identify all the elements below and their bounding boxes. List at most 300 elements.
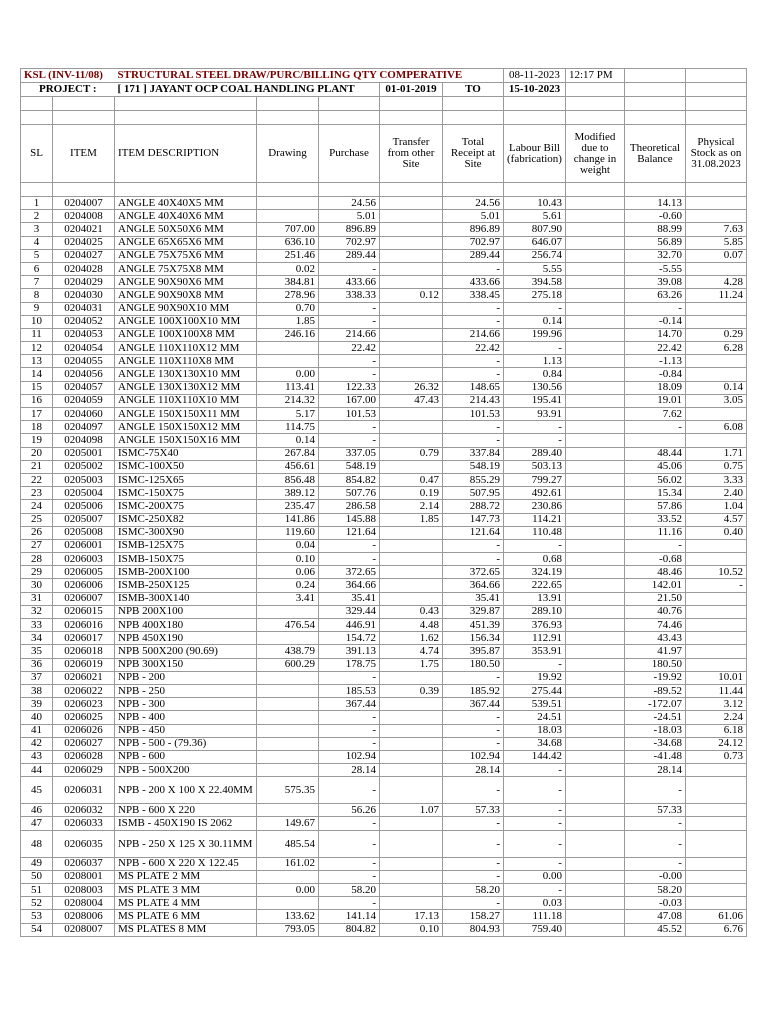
- cell-transfer: [380, 197, 443, 210]
- cell-item-code: 0204025: [53, 236, 115, 249]
- cell-drawing: 113.41: [257, 381, 319, 394]
- cell-drawing: [257, 764, 319, 777]
- cell-labour-bill: -: [504, 884, 566, 897]
- table-row: [21, 724, 747, 737]
- cell-drawing: 856.48: [257, 473, 319, 486]
- cell-item-code: 0208001: [53, 870, 115, 883]
- cell-sl: 9: [21, 302, 53, 315]
- cell-purchase: 367.44: [319, 698, 380, 711]
- table-row: [21, 355, 747, 368]
- cell-purchase: -: [319, 671, 380, 684]
- cell-purchase: 446.91: [319, 619, 380, 632]
- cell-description: ANGLE 130X130X12 MM: [115, 381, 257, 394]
- cell-sl: 50: [21, 870, 53, 883]
- cell-drawing: [257, 897, 319, 910]
- cell-labour-bill: -: [504, 804, 566, 817]
- table-row: [21, 526, 747, 539]
- cell-modified: [565, 684, 624, 697]
- cell-drawing: 0.10: [257, 553, 319, 566]
- cell-sl: 16: [21, 394, 53, 407]
- cell-labour-bill: 646.07: [504, 236, 566, 249]
- cell-modified: [565, 381, 624, 394]
- cell-purchase: 5.01: [319, 210, 380, 223]
- cell-modified: [565, 579, 624, 592]
- cell-transfer: [380, 737, 443, 750]
- cell-drawing: 0.70: [257, 302, 319, 315]
- cell-purchase: 364.66: [319, 579, 380, 592]
- cell-description: ANGLE 40X40X6 MM: [115, 210, 257, 223]
- cell-description: NPB 500X200 (90.69): [115, 645, 257, 658]
- table-row: [21, 579, 747, 592]
- cell-labour-bill: 195.41: [504, 394, 566, 407]
- table-row: [21, 658, 747, 671]
- cell-drawing: 3.41: [257, 592, 319, 605]
- cell-labour-bill: 759.40: [504, 923, 566, 936]
- cell-total-receipt: 896.89: [443, 223, 504, 236]
- cell-transfer: 0.43: [380, 605, 443, 618]
- cell-labour-bill: 275.44: [504, 684, 566, 697]
- cell-physical-stock: [685, 539, 746, 552]
- print-time: 12:17 PM: [565, 69, 624, 83]
- cell-sl: 3: [21, 223, 53, 236]
- table-row: [21, 434, 747, 447]
- cell-total-receipt: -: [443, 355, 504, 368]
- cell-theoretical-balance: 21.50: [624, 592, 685, 605]
- cell-modified: [565, 750, 624, 763]
- cell-sl: 37: [21, 671, 53, 684]
- cell-description: NPB - 600 X 220: [115, 804, 257, 817]
- cell-total-receipt: 180.50: [443, 658, 504, 671]
- cell-purchase: 854.82: [319, 473, 380, 486]
- cell-physical-stock: [685, 210, 746, 223]
- cell-total-receipt: -: [443, 315, 504, 328]
- cell-labour-bill: 0.03: [504, 897, 566, 910]
- cell-modified: [565, 315, 624, 328]
- cell-physical-stock: [685, 658, 746, 671]
- cell-sl: 49: [21, 857, 53, 870]
- table-row: [21, 513, 747, 526]
- table-row: [21, 302, 747, 315]
- cell-drawing: 161.02: [257, 857, 319, 870]
- cell-sl: 21: [21, 460, 53, 473]
- cell-sl: 35: [21, 645, 53, 658]
- cell-purchase: 102.94: [319, 750, 380, 763]
- cell-modified: [565, 804, 624, 817]
- cell-description: ISMC-75X40: [115, 447, 257, 460]
- table-row: [21, 394, 747, 407]
- cell-description: ANGLE 150X150X16 MM: [115, 434, 257, 447]
- cell-physical-stock: 2.40: [685, 487, 746, 500]
- cell-labour-bill: 0.84: [504, 368, 566, 381]
- cell-description: ISMC-300X90: [115, 526, 257, 539]
- cell-transfer: 47.43: [380, 394, 443, 407]
- cell-total-receipt: -: [443, 262, 504, 275]
- cell-item-code: 0206027: [53, 737, 115, 750]
- cell-modified: [565, 394, 624, 407]
- cell-drawing: 251.46: [257, 249, 319, 262]
- cell-theoretical-balance: 40.76: [624, 605, 685, 618]
- cell-modified: [565, 249, 624, 262]
- cell-physical-stock: [685, 434, 746, 447]
- cell-description: ANGLE 90X90X8 MM: [115, 289, 257, 302]
- cell-theoretical-balance: -0.03: [624, 897, 685, 910]
- cell-drawing: [257, 698, 319, 711]
- cell-purchase: 35.41: [319, 592, 380, 605]
- cell-physical-stock: [685, 777, 746, 804]
- cell-total-receipt: 548.19: [443, 460, 504, 473]
- cell-drawing: [257, 737, 319, 750]
- cell-modified: [565, 342, 624, 355]
- cell-theoretical-balance: 28.14: [624, 764, 685, 777]
- cell-purchase: 22.42: [319, 342, 380, 355]
- cell-theoretical-balance: 22.42: [624, 342, 685, 355]
- cell-total-receipt: -: [443, 777, 504, 804]
- col-header-description: ITEM DESCRIPTION: [115, 125, 257, 183]
- cell-labour-bill: 275.18: [504, 289, 566, 302]
- cell-physical-stock: 4.57: [685, 513, 746, 526]
- cell-purchase: 141.14: [319, 910, 380, 923]
- cell-description: ISMB-150X75: [115, 553, 257, 566]
- cell-labour-bill: -: [504, 830, 566, 857]
- cell-description: NPB 300X150: [115, 658, 257, 671]
- cell-transfer: [380, 857, 443, 870]
- cell-theoretical-balance: 74.46: [624, 619, 685, 632]
- cell-modified: [565, 276, 624, 289]
- cell-total-receipt: 58.20: [443, 884, 504, 897]
- cell-total-receipt: -: [443, 421, 504, 434]
- cell-physical-stock: 5.85: [685, 236, 746, 249]
- cell-physical-stock: 6.76: [685, 923, 746, 936]
- table-row: [21, 684, 747, 697]
- cell-physical-stock: 3.12: [685, 698, 746, 711]
- cell-purchase: -: [319, 830, 380, 857]
- table-row: [21, 897, 747, 910]
- table-row: [21, 460, 747, 473]
- cell-item-code: 0205004: [53, 487, 115, 500]
- table-row: [21, 750, 747, 763]
- cell-modified: [565, 619, 624, 632]
- cell-labour-bill: 1.13: [504, 355, 566, 368]
- cell-physical-stock: [685, 884, 746, 897]
- cell-purchase: 289.44: [319, 249, 380, 262]
- cell-drawing: 119.60: [257, 526, 319, 539]
- cell-item-code: 0208003: [53, 884, 115, 897]
- cell-modified: [565, 764, 624, 777]
- cell-labour-bill: 376.93: [504, 619, 566, 632]
- cell-drawing: 246.16: [257, 328, 319, 341]
- cell-labour-bill: 34.68: [504, 737, 566, 750]
- cell-sl: 42: [21, 737, 53, 750]
- date-to: 15-10-2023: [504, 83, 566, 97]
- cell-drawing: [257, 605, 319, 618]
- cell-modified: [565, 513, 624, 526]
- cell-total-receipt: 367.44: [443, 698, 504, 711]
- cell-total-receipt: 329.87: [443, 605, 504, 618]
- table-row: [21, 619, 747, 632]
- project-row: [21, 83, 747, 97]
- cell-theoretical-balance: -24.51: [624, 711, 685, 724]
- table-row: [21, 870, 747, 883]
- cell-purchase: -: [319, 302, 380, 315]
- project-name: [ 171 ] JAYANT OCP COAL HANDLING PLANT: [115, 83, 380, 97]
- cell-description: ANGLE 75X75X8 MM: [115, 262, 257, 275]
- cell-transfer: [380, 579, 443, 592]
- cell-total-receipt: 24.56: [443, 197, 504, 210]
- cell-labour-bill: 5.55: [504, 262, 566, 275]
- cell-purchase: -: [319, 737, 380, 750]
- cell-total-receipt: -: [443, 897, 504, 910]
- cell-purchase: -: [319, 777, 380, 804]
- cell-purchase: 56.26: [319, 804, 380, 817]
- cell-physical-stock: [685, 408, 746, 421]
- cell-item-code: 0204055: [53, 355, 115, 368]
- cell-transfer: 0.19: [380, 487, 443, 500]
- cell-transfer: 0.12: [380, 289, 443, 302]
- cell-total-receipt: 364.66: [443, 579, 504, 592]
- cell-sl: 23: [21, 487, 53, 500]
- table-row: [21, 262, 747, 275]
- cell-description: NPB - 200 X 100 X 22.40MM: [115, 777, 257, 804]
- cell-purchase: -: [319, 434, 380, 447]
- cell-modified: [565, 197, 624, 210]
- cell-total-receipt: 5.01: [443, 210, 504, 223]
- cell-description: MS PLATE 4 MM: [115, 897, 257, 910]
- cell-theoretical-balance: -34.68: [624, 737, 685, 750]
- cell-transfer: [380, 355, 443, 368]
- cell-description: ISMB-200X100: [115, 566, 257, 579]
- cell-purchase: 896.89: [319, 223, 380, 236]
- cell-physical-stock: [685, 830, 746, 857]
- cell-theoretical-balance: -: [624, 817, 685, 830]
- cell-item-code: 0206037: [53, 857, 115, 870]
- cell-theoretical-balance: -: [624, 857, 685, 870]
- cell-item-code: 0206025: [53, 711, 115, 724]
- cell-theoretical-balance: 58.20: [624, 884, 685, 897]
- cell-total-receipt: -: [443, 671, 504, 684]
- cell-sl: 29: [21, 566, 53, 579]
- col-header-drawing: Drawing: [257, 125, 319, 183]
- cell-description: ANGLE 40X40X5 MM: [115, 197, 257, 210]
- cell-description: NPB - 200: [115, 671, 257, 684]
- cell-transfer: [380, 223, 443, 236]
- cell-transfer: [380, 276, 443, 289]
- cell-theoretical-balance: -89.52: [624, 684, 685, 697]
- cell-drawing: [257, 210, 319, 223]
- cell-transfer: [380, 777, 443, 804]
- cell-transfer: [380, 236, 443, 249]
- cell-theoretical-balance: 11.16: [624, 526, 685, 539]
- col-header-purchase: Purchase: [319, 125, 380, 183]
- cell-item-code: 0206006: [53, 579, 115, 592]
- cell-drawing: 384.81: [257, 276, 319, 289]
- cell-description: ANGLE 90X90X6 MM: [115, 276, 257, 289]
- cell-total-receipt: 147.73: [443, 513, 504, 526]
- cell-theoretical-balance: -: [624, 777, 685, 804]
- cell-modified: [565, 500, 624, 513]
- cell-item-code: 0204007: [53, 197, 115, 210]
- cell-drawing: 0.06: [257, 566, 319, 579]
- cell-item-code: 0204057: [53, 381, 115, 394]
- cell-labour-bill: 807.90: [504, 223, 566, 236]
- cell-sl: 48: [21, 830, 53, 857]
- cell-labour-bill: -: [504, 539, 566, 552]
- cell-theoretical-balance: 14.13: [624, 197, 685, 210]
- cell-item-code: 0204021: [53, 223, 115, 236]
- cell-total-receipt: 148.65: [443, 381, 504, 394]
- cell-sl: 53: [21, 910, 53, 923]
- cell-sl: 19: [21, 434, 53, 447]
- project-label: PROJECT :: [21, 83, 115, 97]
- cell-labour-bill: 111.18: [504, 910, 566, 923]
- cell-purchase: 329.44: [319, 605, 380, 618]
- cell-physical-stock: [685, 804, 746, 817]
- cell-modified: [565, 777, 624, 804]
- cell-purchase: 28.14: [319, 764, 380, 777]
- cell-drawing: [257, 342, 319, 355]
- cell-transfer: [380, 711, 443, 724]
- cell-labour-bill: 289.40: [504, 447, 566, 460]
- cell-sl: 38: [21, 684, 53, 697]
- cell-modified: [565, 473, 624, 486]
- cell-theoretical-balance: -: [624, 421, 685, 434]
- cell-description: ANGLE 110X110X10 MM: [115, 394, 257, 407]
- cell-modified: [565, 368, 624, 381]
- cell-theoretical-balance: [624, 434, 685, 447]
- cell-transfer: 0.39: [380, 684, 443, 697]
- cell-modified: [565, 302, 624, 315]
- cell-sl: 14: [21, 368, 53, 381]
- cell-purchase: 433.66: [319, 276, 380, 289]
- cell-labour-bill: 799.27: [504, 473, 566, 486]
- cell-purchase: -: [319, 355, 380, 368]
- cell-item-code: 0206016: [53, 619, 115, 632]
- cell-total-receipt: -: [443, 817, 504, 830]
- cell-theoretical-balance: 33.52: [624, 513, 685, 526]
- cell-theoretical-balance: 180.50: [624, 658, 685, 671]
- report-code: KSL (INV-11/08): [21, 69, 115, 83]
- cell-total-receipt: -: [443, 302, 504, 315]
- cell-description: NPB - 300: [115, 698, 257, 711]
- cell-item-code: 0206029: [53, 764, 115, 777]
- cell-item-code: 0204027: [53, 249, 115, 262]
- cell-total-receipt: -: [443, 711, 504, 724]
- cell-theoretical-balance: 63.26: [624, 289, 685, 302]
- cell-total-receipt: -: [443, 857, 504, 870]
- cell-physical-stock: 24.12: [685, 737, 746, 750]
- cell-purchase: 121.64: [319, 526, 380, 539]
- cell-physical-stock: 11.44: [685, 684, 746, 697]
- cell-sl: 13: [21, 355, 53, 368]
- cell-description: ANGLE 150X150X11 MM: [115, 408, 257, 421]
- table-row: [21, 197, 747, 210]
- cell-description: NPB 450X190: [115, 632, 257, 645]
- table-row: [21, 632, 747, 645]
- cell-drawing: 149.67: [257, 817, 319, 830]
- cell-total-receipt: -: [443, 724, 504, 737]
- cell-description: MS PLATE 3 MM: [115, 884, 257, 897]
- cell-modified: [565, 724, 624, 737]
- cell-labour-bill: 256.74: [504, 249, 566, 262]
- table-row: [21, 884, 747, 897]
- cell-drawing: [257, 724, 319, 737]
- cell-drawing: [257, 197, 319, 210]
- cell-transfer: [380, 302, 443, 315]
- col-header-modified: Modified due to change in weight: [565, 125, 624, 183]
- cell-sl: 30: [21, 579, 53, 592]
- cell-sl: 43: [21, 750, 53, 763]
- cell-modified: [565, 698, 624, 711]
- cell-physical-stock: 0.75: [685, 460, 746, 473]
- cell-labour-bill: 0.00: [504, 870, 566, 883]
- cell-item-code: 0208007: [53, 923, 115, 936]
- cell-theoretical-balance: 32.70: [624, 249, 685, 262]
- cell-sl: 47: [21, 817, 53, 830]
- cell-purchase: -: [319, 539, 380, 552]
- cell-modified: [565, 671, 624, 684]
- cell-purchase: -: [319, 870, 380, 883]
- table-row: [21, 328, 747, 341]
- cell-total-receipt: 57.33: [443, 804, 504, 817]
- cell-drawing: 456.61: [257, 460, 319, 473]
- cell-transfer: 26.32: [380, 381, 443, 394]
- cell-item-code: 0206032: [53, 804, 115, 817]
- cell-description: ISMB - 450X190 IS 2062: [115, 817, 257, 830]
- cell-drawing: 636.10: [257, 236, 319, 249]
- cell-item-code: 0205008: [53, 526, 115, 539]
- cell-modified: [565, 870, 624, 883]
- cell-drawing: 214.32: [257, 394, 319, 407]
- cell-physical-stock: [685, 817, 746, 830]
- cell-transfer: [380, 884, 443, 897]
- cell-modified: [565, 223, 624, 236]
- cell-transfer: 0.10: [380, 923, 443, 936]
- cell-labour-bill: 24.51: [504, 711, 566, 724]
- cell-transfer: [380, 249, 443, 262]
- table-row: [21, 473, 747, 486]
- cell-sl: 41: [21, 724, 53, 737]
- cell-drawing: 793.05: [257, 923, 319, 936]
- cell-purchase: 185.53: [319, 684, 380, 697]
- cell-total-receipt: 395.87: [443, 645, 504, 658]
- cell-physical-stock: 0.07: [685, 249, 746, 262]
- cell-modified: [565, 487, 624, 500]
- cell-total-receipt: 433.66: [443, 276, 504, 289]
- cell-labour-bill: 199.96: [504, 328, 566, 341]
- cell-drawing: 0.14: [257, 434, 319, 447]
- cell-transfer: [380, 592, 443, 605]
- cell-modified: [565, 923, 624, 936]
- cell-physical-stock: [685, 632, 746, 645]
- cell-sl: 22: [21, 473, 53, 486]
- cell-item-code: 0206007: [53, 592, 115, 605]
- cell-physical-stock: [685, 857, 746, 870]
- cell-physical-stock: 1.04: [685, 500, 746, 513]
- cell-transfer: 1.75: [380, 658, 443, 671]
- cell-purchase: 101.53: [319, 408, 380, 421]
- cell-drawing: 476.54: [257, 619, 319, 632]
- blank-row: [21, 111, 747, 125]
- cell-labour-bill: 130.56: [504, 381, 566, 394]
- cell-item-code: 0206005: [53, 566, 115, 579]
- cell-total-receipt: -: [443, 368, 504, 381]
- cell-total-receipt: 338.45: [443, 289, 504, 302]
- cell-description: ISMC-125X65: [115, 473, 257, 486]
- table-row: [21, 605, 747, 618]
- cell-description: NPB - 400: [115, 711, 257, 724]
- column-header-row: [21, 125, 747, 183]
- cell-description: MS PLATE 2 MM: [115, 870, 257, 883]
- cell-sl: 6: [21, 262, 53, 275]
